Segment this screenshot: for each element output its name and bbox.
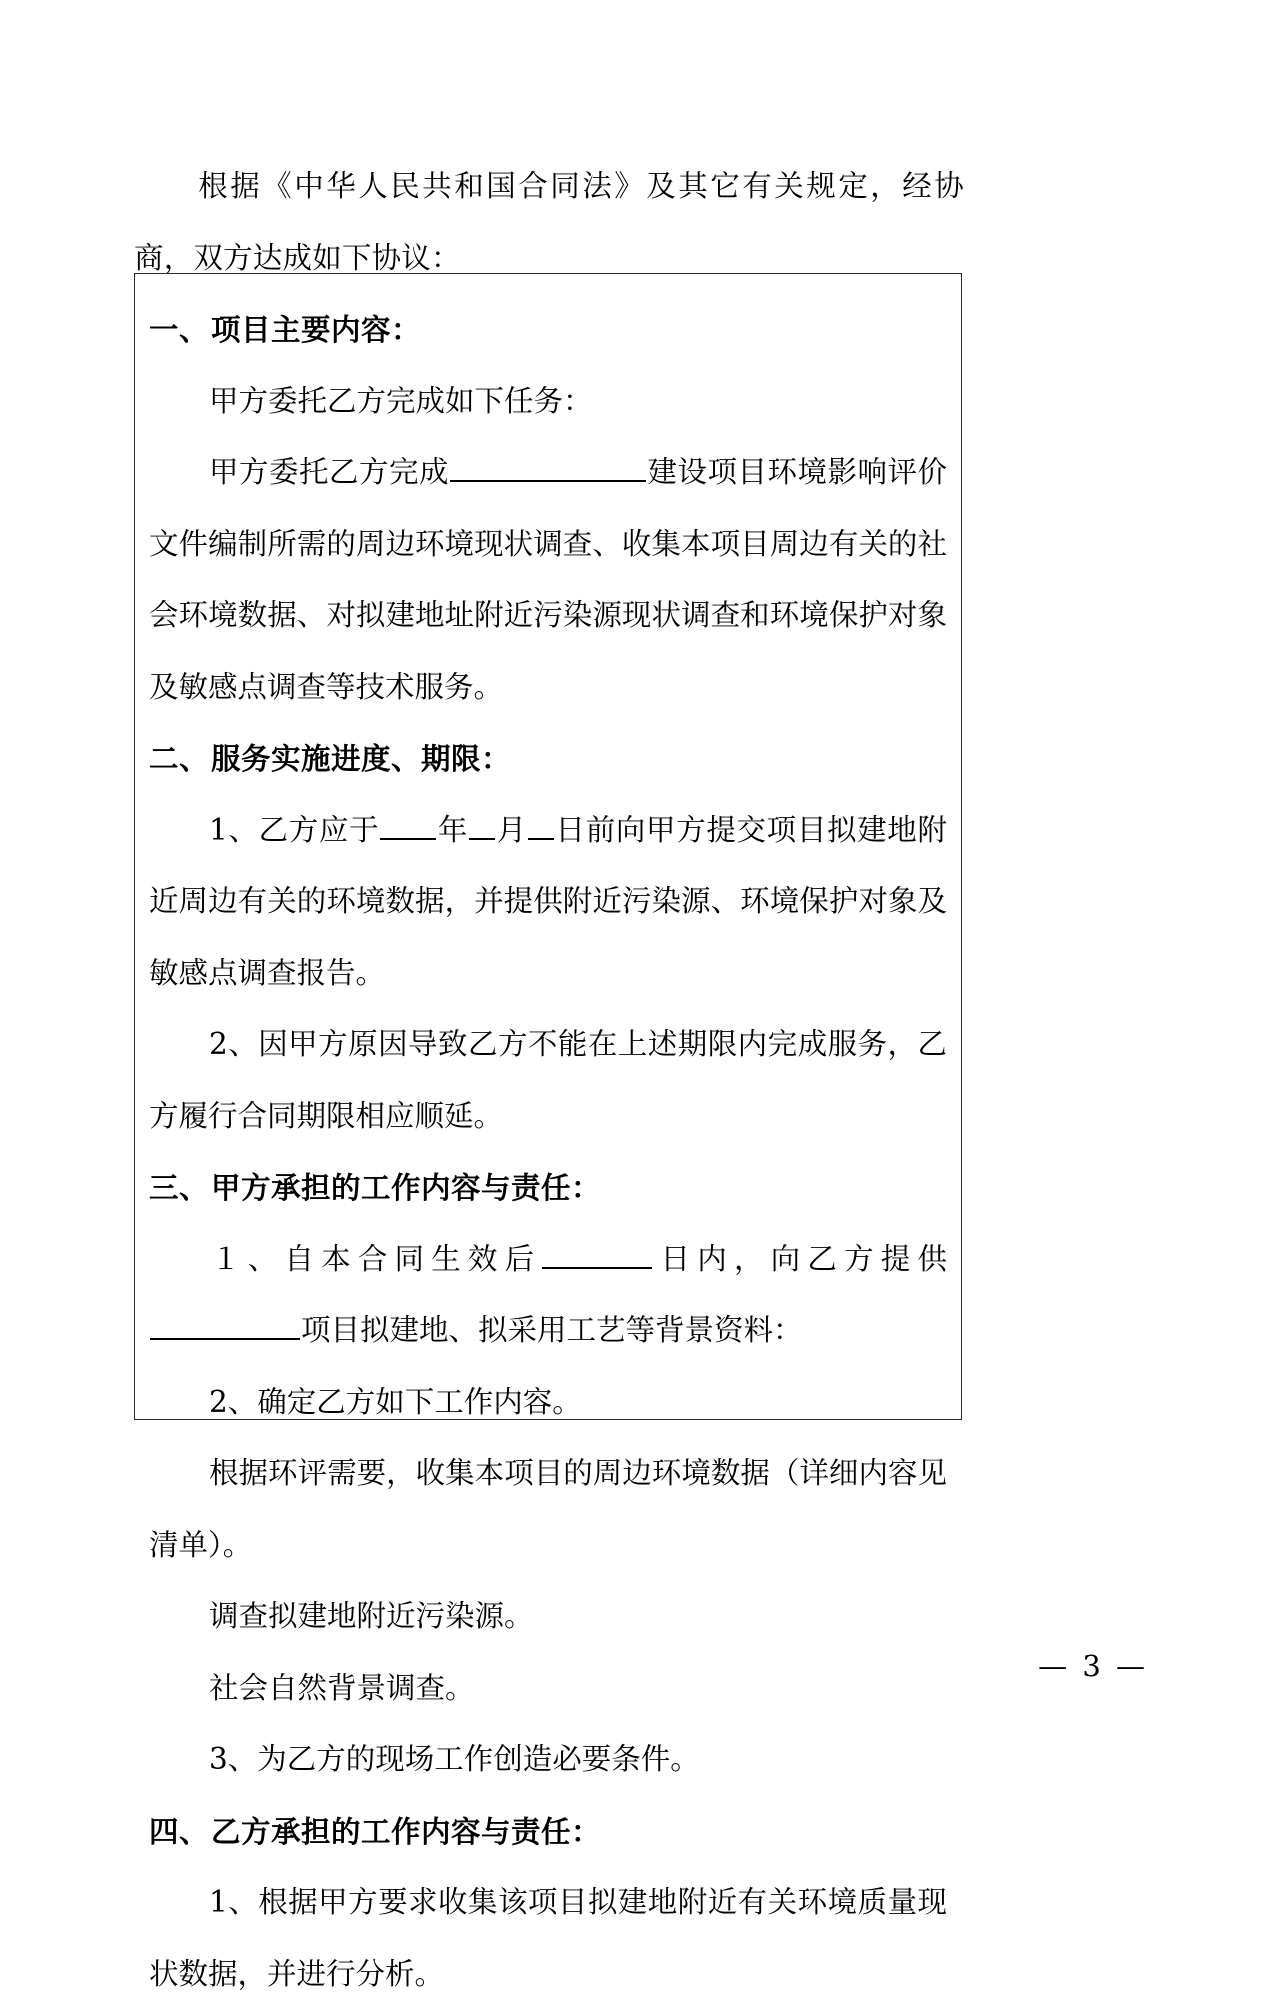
day-blank[interactable] [528,808,554,840]
month-label: 月 [496,812,527,847]
page-number-footer: — 3 — [1038,1649,1148,1683]
section-heading-4 [149,1796,947,1868]
section-2-item-2 [149,1009,947,1152]
contract-body-content [149,294,947,2010]
section-1-item-2-text-after: 建设项目环境影响评价文件编制所需的周边环境现状调查、收集本项目周边有关的社会环境数据、对拟建地址附近污染源现状调查和环境保护对象及敏感点调查等技术服务。 [149,455,947,704]
section-3-item-3 [149,1438,947,1581]
section-title-3: 甲方承担的工作内容与责任： [211,1170,602,1205]
section-3-item-3-text: 根据环评需要，收集本项目的周边环境数据（详细内容见清单）。 [149,1456,947,1562]
section-number-4: 四、 [149,1813,210,1849]
section-3-item-4 [149,1581,947,1653]
section-title-1: 项目主要内容： [211,312,422,347]
section-3-item-6 [149,1724,947,1796]
section-title-2: 服务实施进度、期限： [211,741,512,776]
section-3-item-2 [149,1367,947,1439]
year-label: 年 [437,812,469,847]
section-3-item-1-text-mid: 日内，向乙方提供 [653,1241,947,1276]
project-name-blank[interactable] [450,450,646,482]
year-blank[interactable] [380,808,436,840]
section-3-item-5-text: 社会自然背景调查。 [209,1670,475,1705]
section-1-item-2 [149,437,947,723]
section-number-1: 一、 [149,312,210,347]
contract-body-box [134,273,962,1991]
section-2-item-1-text-after: 日前向甲方提交项目拟建地附近周边有关的环境数据，并提供附近污染源、环境保护对象及敏感点调查报告。 [149,812,947,990]
section-3-item-1-text-after: 项目拟建地、拟采用工艺等背景资料： [301,1313,803,1347]
section-4-item-1-text: 1、根据甲方要求收集该项目拟建地附近有关环境质量现状数据，并进行分析。 [149,1885,947,1991]
section-1-item-1-text: 甲方委托乙方完成如下任务： [209,383,593,418]
section-1-item-1 [149,366,947,438]
section-3-item-2-text: 2、确定乙方如下工作内容。 [209,1384,582,1419]
project-blank[interactable] [150,1308,300,1340]
section-number-3: 三、 [149,1170,210,1205]
month-blank[interactable] [469,808,495,840]
section-title-4: 乙方承担的工作内容与责任： [211,1813,602,1849]
section-number-2: 二、 [149,741,210,776]
section-3-item-1 [149,1224,947,1367]
section-3-item-4-text: 调查拟建地附近污染源。 [209,1599,534,1633]
section-3-item-5 [149,1653,947,1725]
days-blank[interactable] [542,1237,652,1269]
section-3-item-6-text: 3、为乙方的现场工作创造必要条件。 [209,1742,700,1776]
section-3-item-1-text-before: １、自本合同生效后 [211,1241,542,1276]
section-2-item-2-text: 2、因甲方原因导致乙方不能在上述期限内完成服务，乙方履行合同期限相应顺延。 [149,1027,947,1133]
section-heading-1 [149,294,947,366]
section-heading-3 [149,1152,947,1224]
intro-text: 根据《中华人民共和国合同法》及其它有关规定，经协商，双方达成如下协议： [134,169,964,275]
section-heading-2 [149,723,947,795]
section-2-item-1 [149,795,947,1010]
section-1-item-2-text-before: 甲方委托乙方完成 [209,455,449,489]
section-2-item-1-text-before: 1、乙方应于 [209,812,380,847]
section-4-item-1 [149,1867,947,2010]
